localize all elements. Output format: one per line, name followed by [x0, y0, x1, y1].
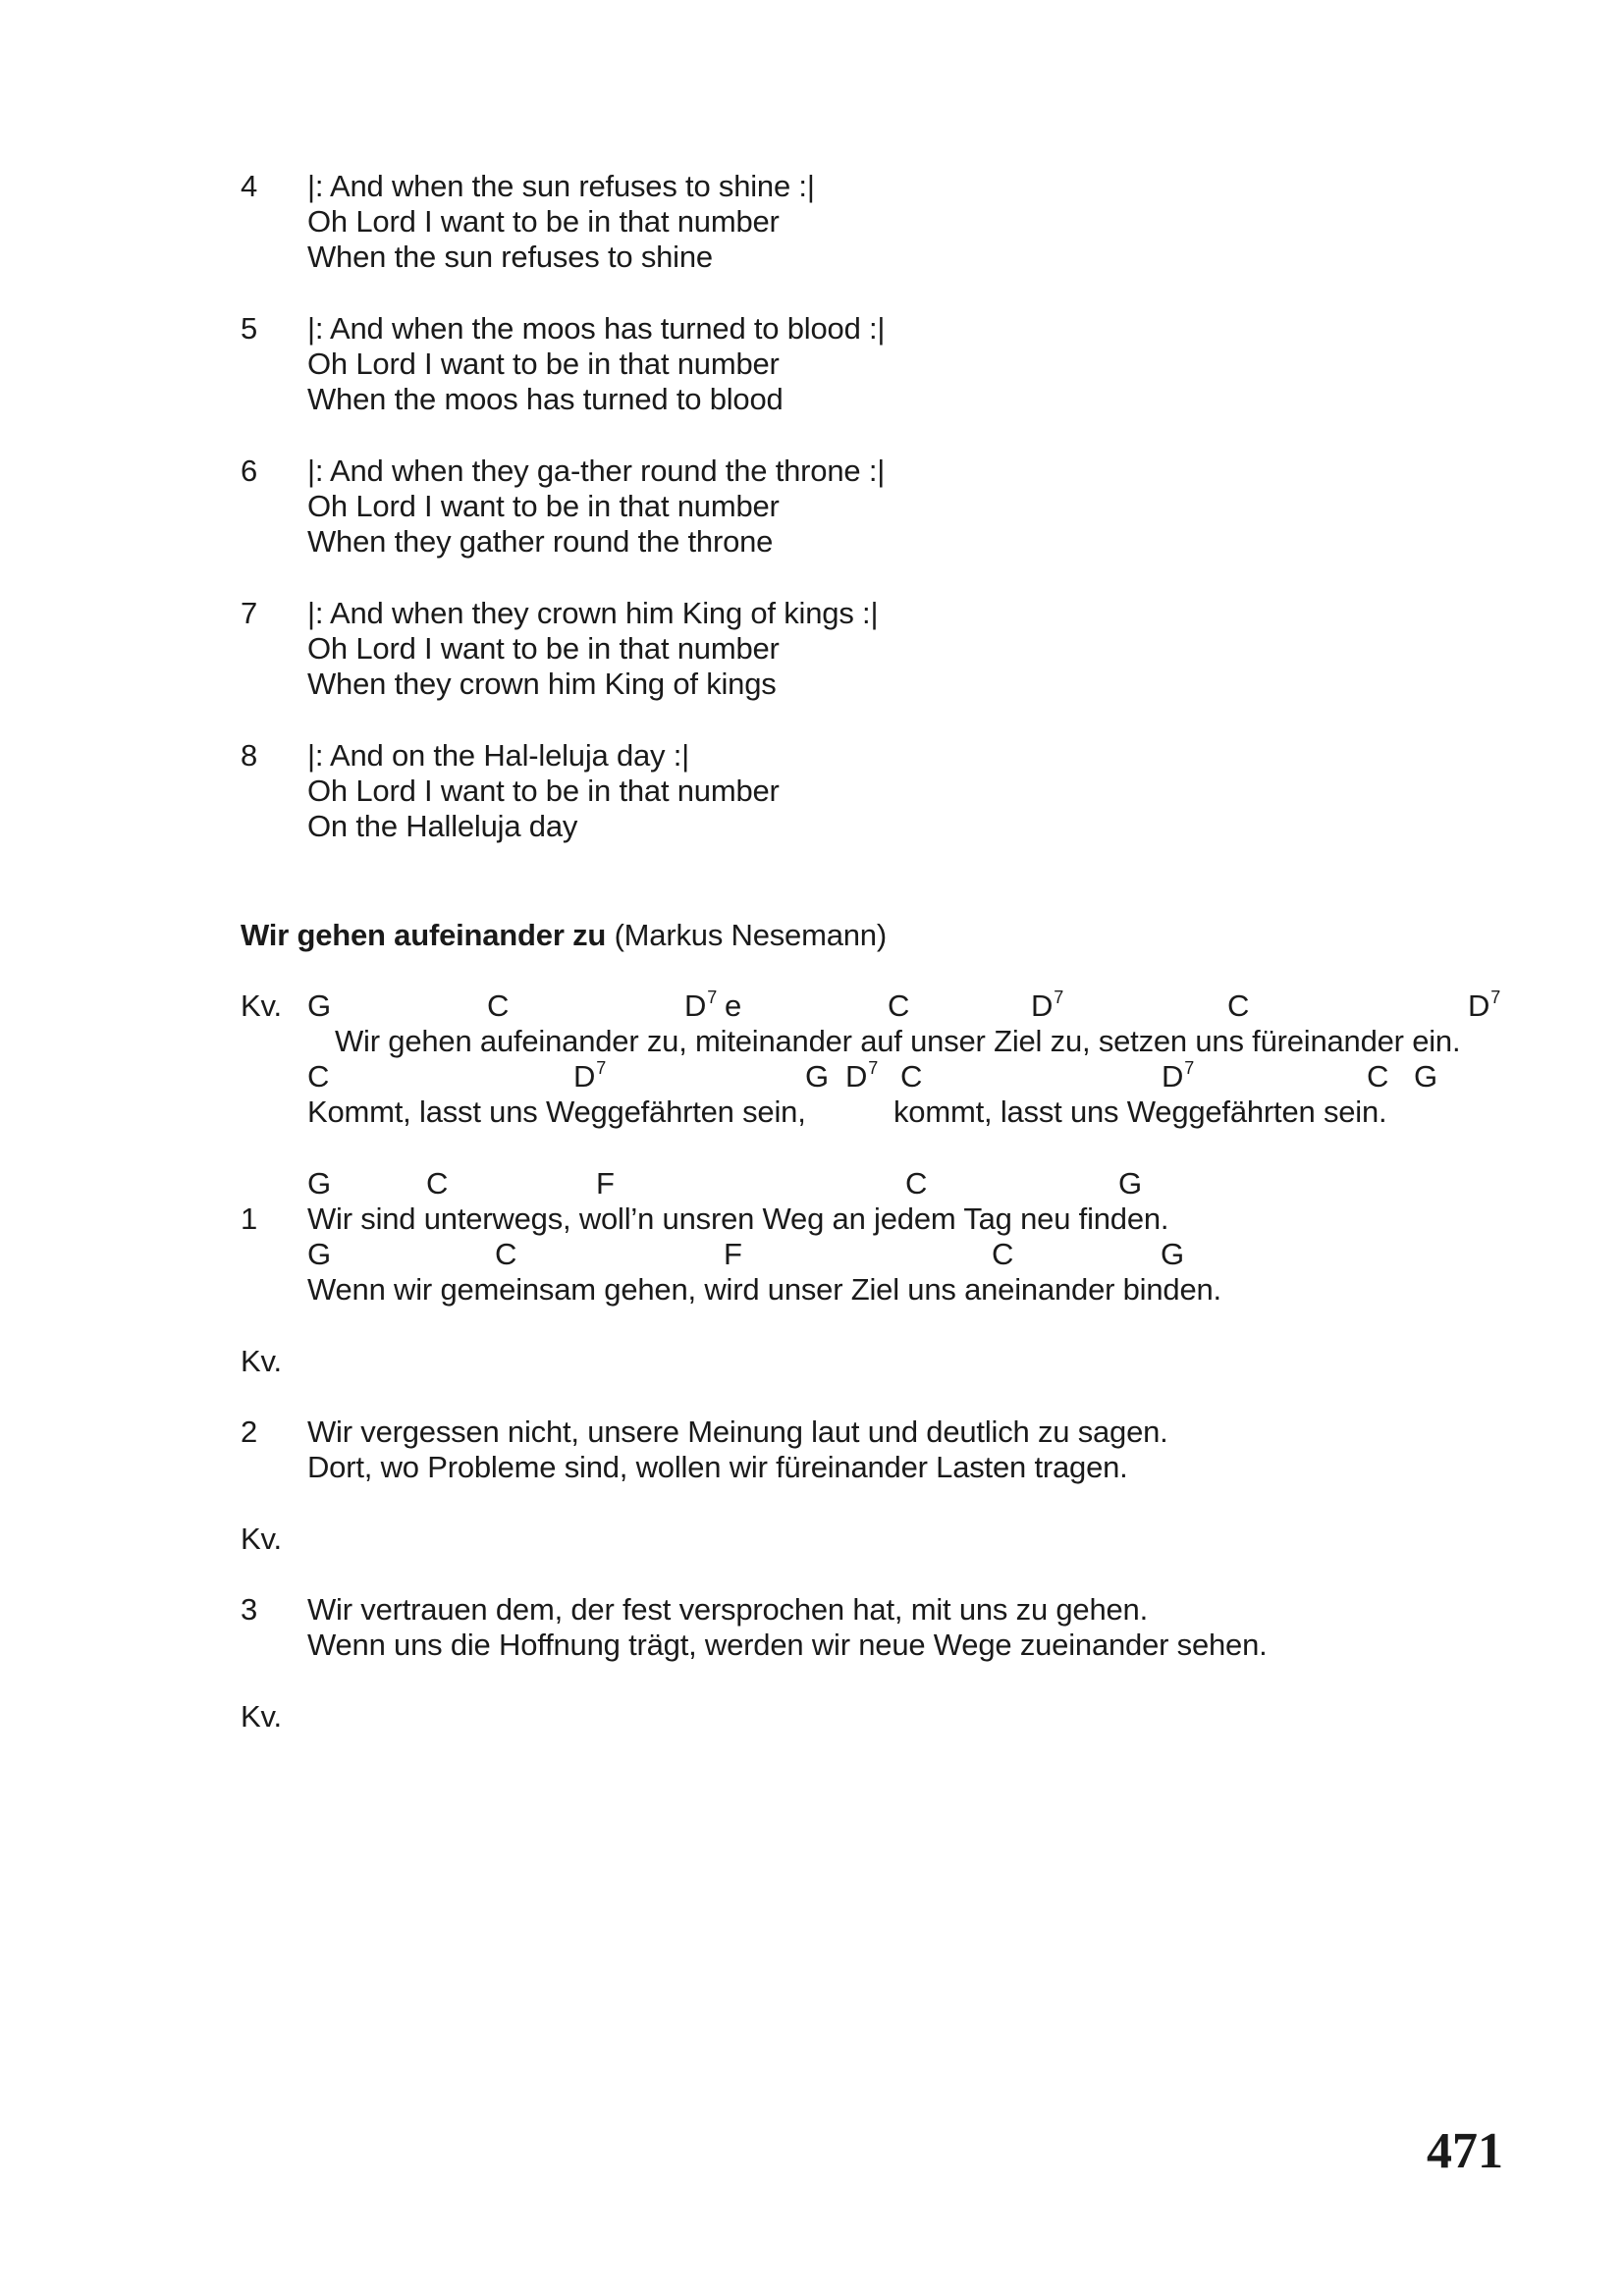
verse-line: When they crown him King of kings: [307, 667, 777, 701]
chord: [1162, 1059, 1194, 1098]
verse-line: Oh Lord I want to be in that number: [307, 204, 780, 239]
chord: G: [307, 988, 331, 1023]
chord-root: D: [845, 1059, 868, 1094]
verse-line: Dort, wo Probleme sind, wollen wir füreinander Lasten tragen.: [307, 1450, 1128, 1484]
chord: C: [1227, 988, 1250, 1023]
chord: C: [905, 1166, 928, 1201]
verse-line: |: And when the sun refuses to shine :|: [307, 169, 815, 203]
verse-line: On the Halleluja day: [307, 809, 578, 843]
verse-line: Oh Lord I want to be in that number: [307, 489, 780, 523]
chord: G: [1161, 1237, 1184, 1271]
refrain-repeat: Kv.: [241, 1522, 282, 1556]
chord-root: D: [1468, 988, 1490, 1023]
refrain-label: Kv.: [241, 988, 282, 1023]
chord: G: [307, 1237, 331, 1271]
chord-root: D: [1031, 988, 1054, 1023]
chord: [1468, 988, 1500, 1028]
verse-line: When the sun refuses to shine: [307, 240, 713, 274]
chord: [845, 1059, 878, 1098]
chord-seventh: 7: [1490, 988, 1500, 1007]
chord-seventh: 7: [868, 1058, 878, 1078]
verse-line: Wenn wir gemeinsam gehen, wird unser Ziel uns aneinander binden.: [307, 1272, 1221, 1307]
verse-line: |: And when they ga-ther round the throne :|: [307, 454, 886, 488]
verse-number: 8: [241, 738, 258, 773]
verse-line: |: And when the moos has turned to blood :|: [307, 311, 886, 346]
chord: [684, 988, 717, 1028]
refrain-line: kommt, lasst uns Weggefährten sein.: [893, 1095, 1387, 1129]
chord: C: [487, 988, 510, 1023]
chord: C: [307, 1059, 330, 1094]
chord-seventh: 7: [707, 988, 717, 1007]
chord: G: [307, 1166, 331, 1201]
chord-seventh: 7: [1054, 988, 1063, 1007]
refrain-line: Wir gehen aufeinander zu, miteinander auf unser Ziel zu, setzen uns füreinander ein.: [335, 1024, 1461, 1058]
chord: G: [805, 1059, 829, 1094]
chord-seventh: 7: [596, 1058, 606, 1078]
chord-root: D: [573, 1059, 596, 1094]
chord-seventh: 7: [1184, 1058, 1194, 1078]
chord-root: D: [1162, 1059, 1184, 1094]
verse-line: Wenn uns die Hoffnung trägt, werden wir neue Wege zueinander sehen.: [307, 1628, 1268, 1662]
chord: C: [495, 1237, 517, 1271]
chord: C: [426, 1166, 449, 1201]
chord: G: [1118, 1166, 1142, 1201]
chord: C: [992, 1237, 1014, 1271]
verse-line: Wir vertrauen dem, der fest versprochen hat, mit uns zu gehen.: [307, 1592, 1149, 1627]
song-heading: [241, 918, 887, 953]
verse-number: 1: [241, 1201, 258, 1236]
chord: C: [1367, 1059, 1389, 1094]
verse-line: |: And when they crown him King of kings :|: [307, 596, 879, 630]
page-number: 471: [1427, 2123, 1503, 2179]
chord: [573, 1059, 606, 1098]
verse-line: Wir vergessen nicht, unsere Meinung laut und deutlich zu sagen.: [307, 1415, 1168, 1449]
verse-line: |: And on the Hal-leluja day :|: [307, 738, 690, 773]
chord: F: [724, 1237, 742, 1271]
chord: C: [888, 988, 910, 1023]
verse-line: When the moos has turned to blood: [307, 382, 784, 416]
verse-number: 6: [241, 454, 258, 488]
chord: [1031, 988, 1063, 1028]
verse-line: Oh Lord I want to be in that number: [307, 631, 780, 666]
chord: F: [596, 1166, 615, 1201]
song-author: (Markus Nesemann): [614, 918, 887, 952]
verse-line: Wir sind unterwegs, woll’n unsren Weg an jedem Tag neu finden.: [307, 1201, 1169, 1236]
chord: e: [725, 988, 742, 1023]
refrain-line: Kommt, lasst uns Weggefährten sein,: [307, 1095, 806, 1129]
verse-line: Oh Lord I want to be in that number: [307, 774, 780, 808]
verse-number: 3: [241, 1592, 258, 1627]
verse-number: 4: [241, 169, 258, 203]
chord: C: [900, 1059, 923, 1094]
refrain-repeat: Kv.: [241, 1699, 282, 1734]
refrain-repeat: Kv.: [241, 1344, 282, 1378]
chord: G: [1414, 1059, 1437, 1094]
verse-number: 7: [241, 596, 258, 630]
verse-number: 2: [241, 1415, 258, 1449]
chord-root: D: [684, 988, 707, 1023]
verse-line: When they gather round the throne: [307, 524, 774, 559]
song-title: Wir gehen aufeinander zu: [241, 918, 607, 952]
verse-line: Oh Lord I want to be in that number: [307, 347, 780, 381]
verse-number: 5: [241, 311, 258, 346]
